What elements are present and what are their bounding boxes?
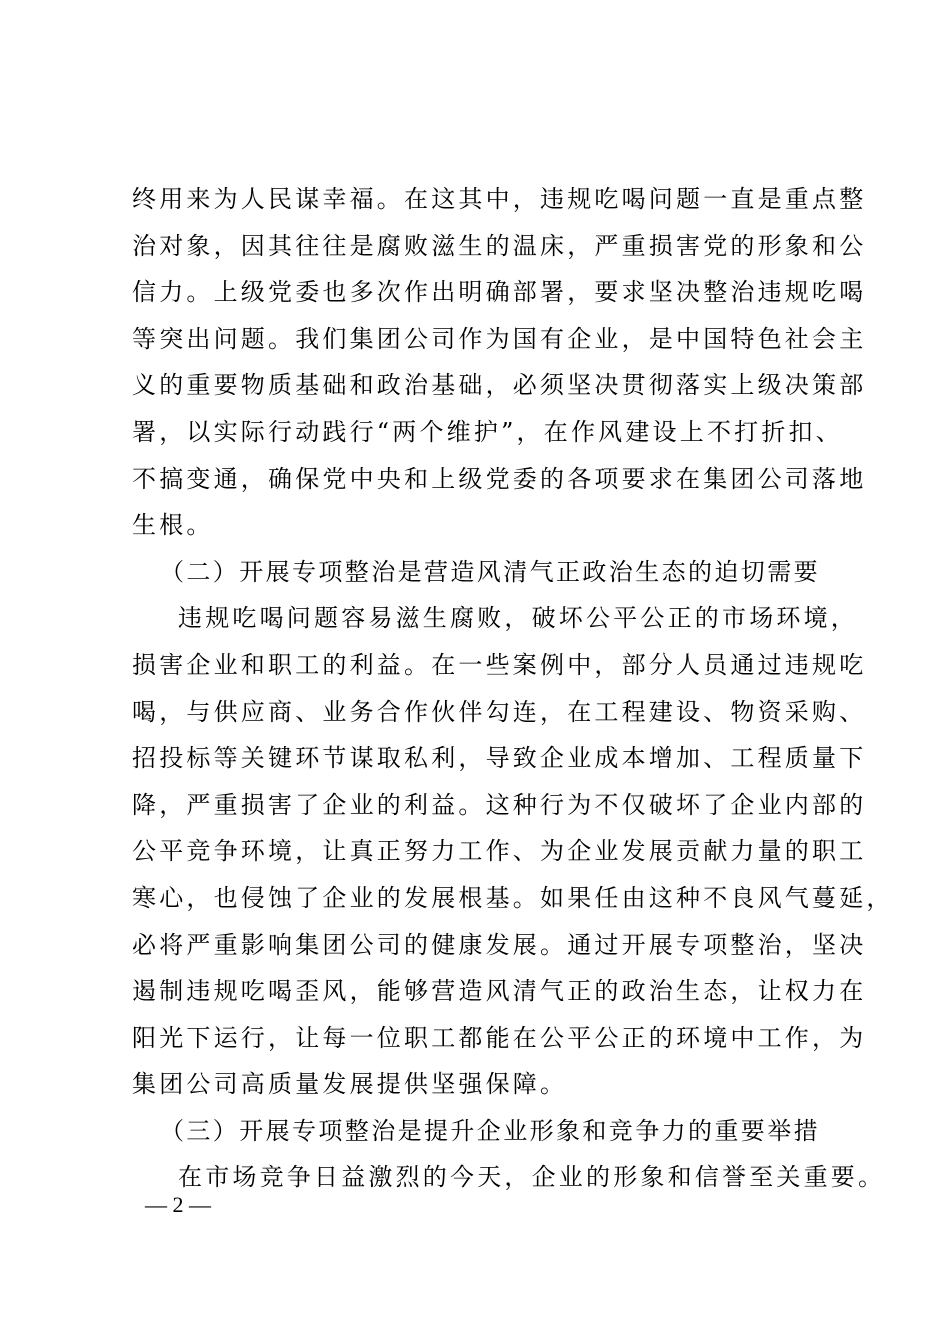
text-line: 寒心，也侵蚀了企业的发展根基。如果任由这种不良风气蔓延， bbox=[132, 883, 894, 912]
paragraph-first-line: 违规吃喝问题容易滋生腐败，破坏公平公正的市场环境， bbox=[178, 604, 858, 633]
section-heading: （三）开展专项整治是提升企业形象和竞争力的重要举措 bbox=[160, 1116, 820, 1145]
text-line: 署，以实际行动践行“两个维护”，在作风建设上不打折扣、 bbox=[132, 417, 843, 446]
body-text bbox=[132, 176, 894, 1201]
text-line: 不搞变通，确保党中央和上级党委的各项要求在集团公司落地 bbox=[132, 464, 867, 493]
text-line: 遏制违规吃喝歪风，能够营造风清气正的政治生态，让权力在 bbox=[132, 977, 867, 1006]
text-line: 阳光下运行，让每一位职工都能在公平公正的环境中工作，为 bbox=[132, 1023, 867, 1052]
text-line: 损害企业和职工的利益。在一些案例中，部分人员通过违规吃 bbox=[132, 650, 867, 679]
text-line: 喝，与供应商、业务合作伙伴勾连，在工程建设、物资采购、 bbox=[132, 697, 867, 726]
text-line: 信力。上级党委也多次作出明确部署，要求坚决整治违规吃喝 bbox=[132, 278, 867, 307]
text-line: 生根。 bbox=[132, 511, 214, 540]
text-line: 集团公司高质量发展提供坚强保障。 bbox=[132, 1070, 568, 1099]
paragraph-first-line: 在市场竞争日益激烈的今天，企业的形象和信誉至关重要。 bbox=[178, 1163, 886, 1192]
page-number: — 2 — bbox=[145, 1192, 211, 1217]
text-line: 义的重要物质基础和政治基础，必须坚决贯彻落实上级决策部 bbox=[132, 371, 867, 400]
text-line: 等突出问题。我们集团公司作为国有企业，是中国特色社会主 bbox=[132, 324, 867, 353]
section-heading: （二）开展专项整治是营造风清气正政治生态的迫切需要 bbox=[160, 557, 820, 586]
text-line: 招投标等关键环节谋取私利，导致企业成本增加、工程质量下 bbox=[132, 744, 867, 773]
text-line: 公平竞争环境，让真正努力工作、为企业发展贡献力量的职工 bbox=[132, 837, 867, 866]
text-line: 终用来为人民谋幸福。在这其中，违规吃喝问题一直是重点整 bbox=[132, 185, 867, 213]
text-line: 治对象，因其往往是腐败滋生的温床，严重损害党的形象和公 bbox=[132, 231, 867, 260]
text-line: 必将严重影响集团公司的健康发展。通过开展专项整治，坚决 bbox=[132, 930, 867, 959]
text-line: 降，严重损害了企业的利益。这种行为不仅破坏了企业内部的 bbox=[132, 790, 867, 819]
